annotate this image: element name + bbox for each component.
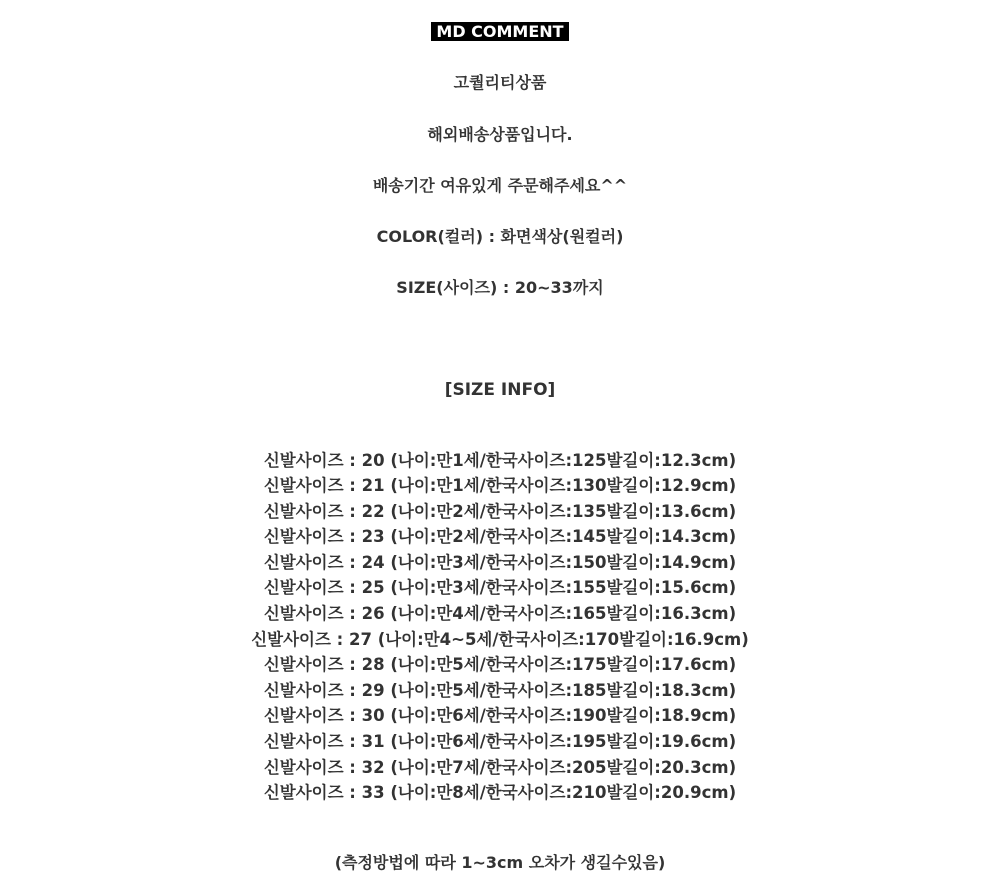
- size-row-27: 신발사이즈 : 27 (나이:만4~5세/한국사이즈:170발길이:16.9cm): [251, 630, 749, 649]
- comment-color: COLOR(컬러) : 화면색상(원컬러): [376, 227, 624, 246]
- size-row-29: 신발사이즈 : 29 (나이:만5세/한국사이즈:185발길이:18.3cm): [263, 681, 737, 700]
- comment-shipping-period: 배송기간 여유있게 주문해주세요^^: [372, 176, 628, 195]
- comment-size-range: SIZE(사이즈) : 20~33까지: [396, 278, 604, 297]
- size-row-30: 신발사이즈 : 30 (나이:만6세/한국사이즈:190발길이:18.9cm): [263, 706, 737, 725]
- measurement-note: (측정방법에 따라 1~3cm 오차가 생길수있음): [334, 853, 666, 872]
- size-row-23: 신발사이즈 : 23 (나이:만2세/한국사이즈:145발길이:14.3cm): [263, 527, 737, 546]
- size-row-24: 신발사이즈 : 24 (나이:만3세/한국사이즈:150발길이:14.9cm): [263, 553, 737, 572]
- size-row-26: 신발사이즈 : 26 (나이:만4세/한국사이즈:165발길이:16.3cm): [263, 604, 737, 623]
- size-row-20: 신발사이즈 : 20 (나이:만1세/한국사이즈:125발길이:12.3cm): [263, 451, 737, 470]
- size-row-25: 신발사이즈 : 25 (나이:만3세/한국사이즈:155발길이:15.6cm): [263, 578, 737, 597]
- size-info-heading: [SIZE INFO]: [444, 380, 556, 400]
- size-row-22: 신발사이즈 : 22 (나이:만2세/한국사이즈:135발길이:13.6cm): [263, 502, 737, 521]
- size-row-31: 신발사이즈 : 31 (나이:만6세/한국사이즈:195발길이:19.6cm): [263, 732, 737, 751]
- comment-overseas-shipping: 해외배송상품입니다.: [427, 125, 573, 144]
- size-row-33: 신발사이즈 : 33 (나이:만8세/한국사이즈:210발길이:20.9cm): [263, 783, 737, 802]
- size-row-32: 신발사이즈 : 32 (나이:만7세/한국사이즈:205발길이:20.3cm): [263, 758, 737, 777]
- md-comment-header: [0, 22, 1000, 41]
- size-row-28: 신발사이즈 : 28 (나이:만5세/한국사이즈:175발길이:17.6cm): [263, 655, 737, 674]
- md-comment-title: MD COMMENT: [431, 22, 568, 41]
- comment-quality: 고퀄리티상품: [453, 73, 547, 92]
- size-row-21: 신발사이즈 : 21 (나이:만1세/한국사이즈:130발길이:12.9cm): [263, 476, 737, 495]
